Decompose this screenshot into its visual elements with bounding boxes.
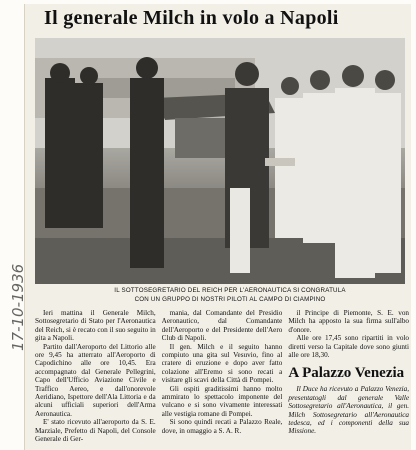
article-column-2: [162, 309, 283, 449]
italic-block: [288, 385, 409, 435]
caption-line-1: IL SOTTOSEGRETARIO DEL REICH PER L'AERONAUTICA SI CONGRATULA: [114, 287, 346, 294]
paragraph: Partito dall'Aeroporto del Littorio alle ore 9,45 ha atterrato all'Aeroporto di Capodichino alle ore 10,45. Era accompagnato dal Generale Pellegrini, Capo dell'Ufficio Aviazione Civile e Traffico Aereo, e dall'onorevole Aeridiano, Ispettore dell'Ala Littoria e da alcuni ufficiali superiori dell'Arma Aeronautica.: [35, 342, 156, 418]
handwritten-date: 17-10-1936: [9, 263, 27, 351]
paragraph: Ieri mattina il Generale Milch, Sottosegretario di Stato per l'Aeronautica del Reich, si è recato con il suo seguito in gita a Napoli.: [35, 309, 156, 343]
article-body: [35, 309, 409, 449]
paragraph: Si sono quindi recati a Palazzo Reale, dove, in omaggio a S. A. R.: [161, 418, 283, 435]
article-column-3: [288, 309, 409, 449]
photo-scene: [35, 38, 405, 284]
paragraph: Gli ospiti graditissimi hanno molto ammirato lo spettacolo imponente del vulcano e si sono vivamente interessati alle vestigia romane di Pompei.: [161, 384, 283, 418]
paragraph: Alle ore 17,45 sono ripartiti in volo diretti verso la Capitale dove sono giunti alle ore 18,30.: [288, 334, 410, 360]
paragraph: Il Duce ha ricevuto a Palazzo Venezia, presentatogli dal generale Valle Sottosegretario all'Aeronautica, il gen. Milch Sottosegretario all'Aeronautica tedesca, ed i componenti della sua Missione.: [288, 385, 410, 436]
paragraph: mania, dal Comandante del Presidio Aeronautico, dal Comandante dell'Aeroporto e del Presidente dell'Aero Club di Napoli.: [161, 309, 283, 343]
paragraph: Il gen. Milch e il seguito hanno compiuto una gita sul Vesuvio, fino al cratere di eruzione e dopo aver fatto colazione all'Eremo si sono recati a visitare gli scavi della Città di Pompei.: [161, 342, 283, 385]
paragraph: il Principe di Piemonte, S. E. von Milch ha apposto la sua firma sull'albo d'onore.: [288, 309, 410, 334]
paragraph: E' stato ricevuto all'aeroporto da S. E. Marziale, Prefetto di Napoli, del Console Generale di Ger-: [35, 418, 156, 444]
caption-line-2: CON UN GRUPPO DI NOSTRI PILOTI AL CAMPO DI CIAMPINO: [134, 295, 326, 303]
news-photo: [35, 38, 405, 284]
photo-caption: [70, 287, 390, 304]
article-column-1: [35, 309, 156, 449]
section-title: A Palazzo Venezia: [288, 365, 405, 382]
headline: Il generale Milch in volo a Napoli: [44, 7, 339, 29]
